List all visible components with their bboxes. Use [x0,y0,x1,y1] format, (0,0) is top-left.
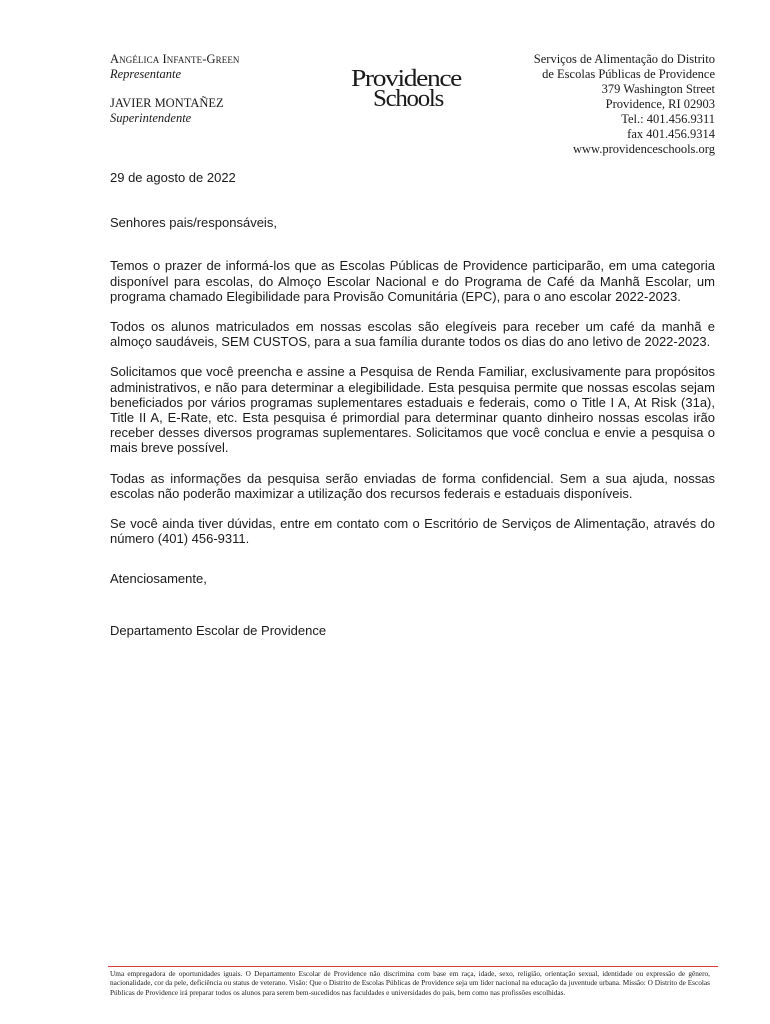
superintendent-title: Superintendente [110,111,192,125]
footer-disclaimer: Uma empregadora de oportunidades iguais. O Departamento Escolar de Providence não discrimina com base em raça, idade, sexo, religião, orientação sexual, identidade ou expressão de gênero, nacionalidade, cor da pele, deficiência ou status de veterano. Visão: Que o Distrito de Escolas Públicas de Providence seja um líder nacional na educação da juventude urbana. Missão: O Distrito de Escolas Públicas de Providence irá preparar todos os alunos para serem bem-sucedidos nas faculdades e universidades do país, bem como nas profissões escolhidas. [110,969,710,997]
address-line: de Escolas Públicas de Providence [542,67,715,81]
address-line: 379 Washington Street [601,82,715,96]
salutation: Senhores pais/responsáveis, [110,215,277,231]
address-line: Providence, RI 02903 [605,97,715,111]
paragraph: Todos os alunos matriculados em nossas escolas são elegíveis para receber um café da manhã e almoço saudáveis, SEM CUSTOS, para a sua família durante todos os dias do ano letivo de 2022-2023. [110,319,715,350]
footer-divider [108,966,718,967]
website-link[interactable]: www.providenceschools.org [573,142,715,156]
phone-line: Tel.: 401.456.9311 [621,112,715,126]
letter-body [110,170,715,638]
letterhead-left [110,52,240,126]
paragraph: Solicitamos que você preencha e assine a Pesquisa de Renda Familiar, exclusivamente para propósitos administrativos, e não para determinar a elegibilidade. Esta pesquisa permite que nossas escolas sejam beneficiados por vários programas suplementares estaduais e federais, como o Title I A, At Risk (31a), Title II A, E-Rate, etc. Esta pesquisa é primordial para determinar quanto dinheiro nossas escolas irão receber desses diversos programas suplementares. Solicitamos que você conclua e envie a pesquisa o mais breve possível. [110,364,715,456]
logo-line1: Providence [351,66,462,92]
logo-line2: Schools [373,86,444,112]
school-address-block [534,52,715,157]
paragraph: Se você ainda tiver dúvidas, entre em contato com o Escritório de Serviços de Alimentação, através do número (401) 456-9311. [110,516,715,547]
signature: Departamento Escolar de Providence [110,622,327,638]
address-line: Serviços de Alimentação do Distrito [533,52,715,66]
closing: Atenciosamente, [110,571,207,587]
letter-date: 29 de agosto de 2022 [110,170,236,185]
representative-title: Representante [110,67,182,81]
representative-name: Angélica Infante-Green [110,52,240,66]
providence-schools-logo [350,64,462,112]
superintendent-name: JAVIER MONTAÑEZ [110,96,224,110]
fax-line: fax 401.456.9314 [627,127,715,141]
paragraph: Temos o prazer de informá-los que as Escolas Públicas de Providence participarão, em uma categoria disponível para escolas, do Almoço Escolar Nacional e do Programa de Café da Manhã Escolar, um programa chamado Elegibilidade para Provisão Comunitária (EPC), para o ano escolar 2022-2023. [110,258,715,304]
paragraph: Todas as informações da pesquisa serão enviadas de forma confidencial. Sem a sua ajuda, nossas escolas não poderão maximizar a utilização dos recursos federais e estaduais disponíveis. [110,470,715,501]
